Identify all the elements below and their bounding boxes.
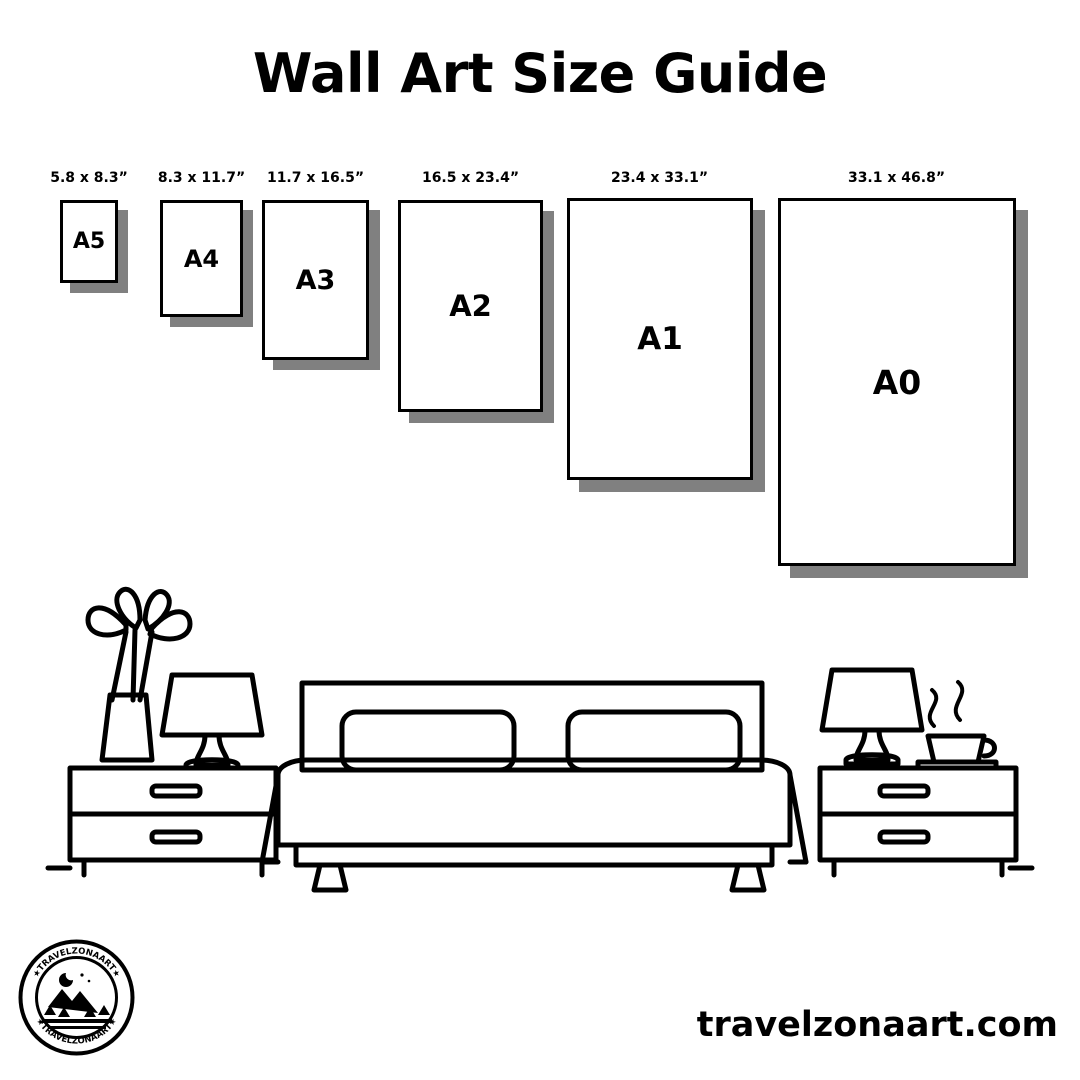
coffee-cup [918,682,996,768]
bed-mattress [278,760,790,845]
frame-label: A4 [183,244,220,273]
bedroom-scene-svg [0,570,1080,910]
cup-handle [984,740,995,756]
frame-a4 [160,200,243,317]
frame-label: A2 [449,289,492,323]
steam-left [930,690,937,726]
frame-dimension-label: 33.1 x 46.8” [847,170,946,186]
lampshade-left [162,675,262,735]
page-title: Wall Art Size Guide [252,42,828,105]
steam-right [956,682,963,720]
plant-stem-right [140,632,152,700]
bed-leg-left [314,865,346,890]
logo-text-bottom: ★TRAVELZONAART★ [33,1016,120,1047]
plant-stem-left [112,632,126,700]
logo-star-icon [88,980,91,983]
logo-ground-bar-2 [48,1026,106,1029]
frame-label: A0 [872,362,922,402]
logo-svg [14,935,139,1060]
bed [262,683,806,890]
frame-dimension-label: 11.7 x 16.5” [266,170,365,186]
frame-a2 [398,200,543,412]
frame-label: A1 [637,321,683,357]
logo-star-icon [80,973,83,976]
frame-a1 [567,198,753,480]
vase-body [102,695,152,760]
bed-headboard [302,683,762,770]
right-table-lamp [822,670,922,764]
right-nightstand-handle-top [880,786,928,796]
logo-ground-bar [42,1019,112,1023]
lampshade-right [822,670,922,730]
frame-dimension-label: 16.5 x 23.4” [421,170,520,186]
left-nightstand-handle-top [152,786,200,796]
left-table-lamp [162,675,262,768]
frame-a3 [262,200,369,360]
website-url: travelzonaart.com [696,1005,1058,1045]
right-nightstand-handle-bottom [880,832,928,842]
logo-text-top: ★TRAVELZONAART★ [31,946,122,980]
travelzonaart-badge-logo [14,935,139,1060]
cup-body [928,736,984,762]
frame-label: A3 [295,264,336,296]
plant-leaf-right [150,612,190,639]
bedroom-illustration [0,570,1080,910]
right-nightstand [820,768,1016,875]
bed-base [296,845,772,865]
frame-a5 [60,200,118,283]
left-nightstand [70,768,276,875]
frame-dimension-label: 5.8 x 8.3” [50,170,128,186]
frame-a0 [778,198,1016,566]
left-nightstand-handle-bottom [152,832,200,842]
logo-moon-icon [59,973,73,987]
frame-dimension-label: 23.4 x 33.1” [610,170,709,186]
frame-dimension-label: 8.3 x 11.7” [157,170,246,186]
plant-stem-mid [133,630,135,700]
frame-label: A5 [72,229,106,254]
bed-leg-right [732,865,764,890]
